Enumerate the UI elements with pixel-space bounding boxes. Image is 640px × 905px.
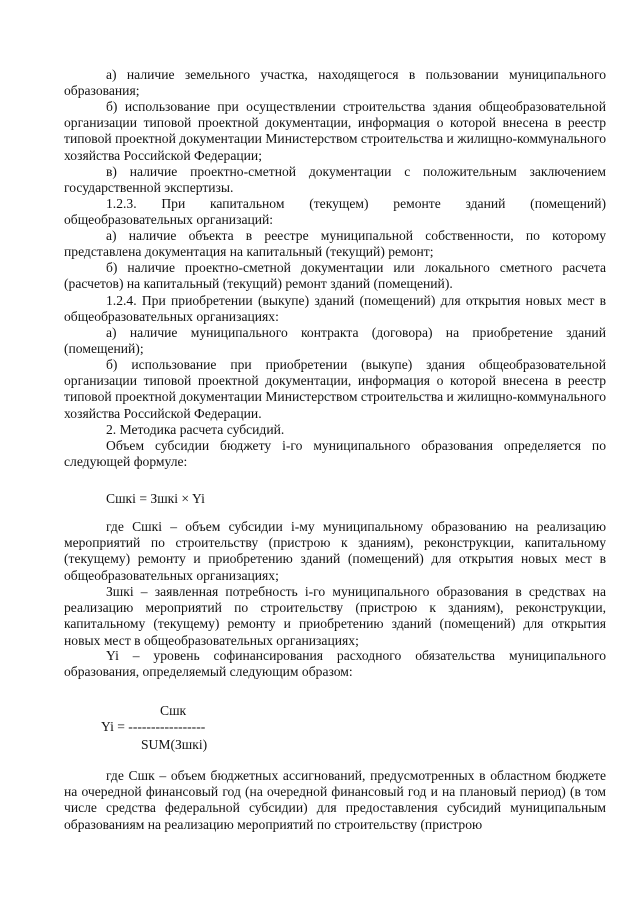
paragraph-v-expertise: в) наличие проектно-сметной документации с положительным заключением государственной экспертизы. bbox=[64, 164, 606, 196]
paragraph-a-land: а) наличие земельного участка, находящегося в пользовании муниципального образования; bbox=[64, 67, 606, 99]
paragraph-b-purchase-docs: б) использование при приобретении (выкупе) здания общеобразовательной организации типовой проектной документации, информация о которой внесена в реестр типовой проектной документации Министерством строительства и жилищно-коммунального хозяйства Российской Федерации. bbox=[64, 357, 606, 421]
formula2-denominator: SUM(Зшкi) bbox=[141, 737, 208, 752]
definition-y-i: Yi – уровень софинансирования расходного обязательства муниципального образования, определяемый следующим образом: bbox=[64, 648, 606, 680]
paragraph-a-registry: а) наличие объекта в реестре муниципальной собственности, по которому представлена документация на капитальный (текущий) ремонт; bbox=[64, 228, 606, 260]
paragraph-b-typical-docs: б) использование при осуществлении строительства здания общеобразовательной организации типовой проектной документации, информация о которой внесена в реестр типовой проектной документации Министерством строительства и жилищно-коммунального хозяйства Российской Федерации; bbox=[64, 99, 606, 163]
definition-zshk-i: Зшкi – заявленная потребность i-го муниципального образования в средствах на реализацию мероприятий по строительству (пристрою к зданиям), реконструкции, капитальному (текущему) ремонту и приобретению зданий (помещений) для открытия новых мест в общеобразовательных организациях; bbox=[64, 584, 606, 648]
paragraph-b-estimates: б) наличие проектно-сметной документации или локального сметного расчета (расчетов) на капитальный (текущий) ремонт зданий (помещений). bbox=[64, 260, 606, 292]
paragraph-1-2-3: 1.2.3. При капитальном (текущем) ремонте зданий (помещений) общеобразовательных организаций: bbox=[64, 196, 606, 228]
paragraph-subsidy-volume: Объем субсидии бюджету i-го муниципального образования определяется по следующей формуле: bbox=[64, 438, 606, 470]
formula-subsidy: Сшкi = Зшкi × Yi bbox=[106, 491, 205, 506]
paragraph-closing: где Сшк – объем бюджетных ассигнований, предусмотренных в областном бюджете на очередной финансовый год (на очередной финансовый год и на плановый период) (в том числе средства федеральной субсидии) для предоставления субсидий муниципальным образованиям на реализацию мероприятий по строительству (пристрою bbox=[64, 768, 606, 832]
paragraph-1-2-4: 1.2.4. При приобретении (выкупе) зданий (помещений) для открытия новых мест в общеобразовательных организациях: bbox=[64, 293, 606, 325]
formula2-numerator: Сшк bbox=[160, 703, 187, 718]
paragraph-a-contract: а) наличие муниципального контракта (договора) на приобретение зданий (помещений); bbox=[64, 325, 606, 357]
section-2-heading: 2. Методика расчета субсидий. bbox=[106, 422, 285, 437]
formula2-fraction-line: Yi = ----------------- bbox=[101, 719, 206, 734]
definition-sshk-i: где Сшкi – объем субсидии i-му муниципальному образованию на реализацию мероприятий по строительству (пристрою к зданиям), реконструкции, капитальному (текущему) ремонту и приобретению зданий (помещений) для открытия новых мест в общеобразовательных организациях; bbox=[64, 519, 606, 583]
